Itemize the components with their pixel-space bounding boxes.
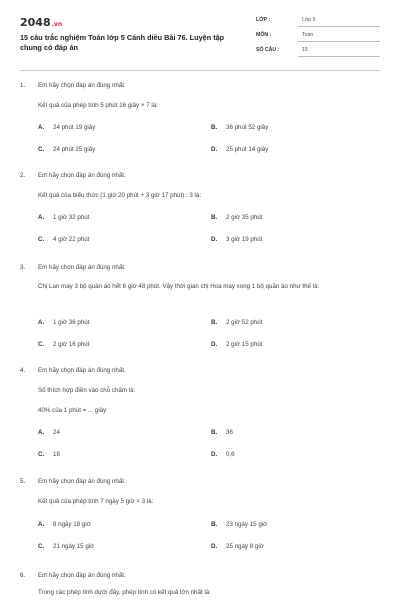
meta-class [256, 16, 380, 27]
option-b[interactable] [211, 124, 268, 131]
meta-subject-label: MÔN : [256, 32, 272, 38]
meta-line [298, 41, 380, 42]
option-text: 24 [53, 429, 60, 436]
option-text: 8 ngày 18 giờ [53, 521, 91, 528]
option-letter: C. [38, 451, 45, 458]
option-text: 2 giờ 52 phút [226, 319, 263, 326]
option-text: 0,6 [226, 451, 235, 458]
site-logo[interactable] [20, 16, 62, 29]
option-letter: C. [38, 236, 45, 243]
question-text: Kết quả của phép tính 7 ngày 5 giờ × 3 là: [38, 498, 154, 505]
option-letter: D. [211, 451, 218, 458]
option-text: 25 ngày 8 giờ [226, 543, 264, 550]
option-d[interactable] [211, 146, 268, 153]
option-text: 24 phút 19 giây [53, 124, 96, 131]
question-number: 3. [20, 264, 26, 271]
option-text: 21 ngày 15 giờ [53, 543, 95, 550]
meta-subject [256, 31, 380, 42]
option-letter: A. [38, 429, 45, 436]
question-text: Số thích hợp điền vào chỗ chấm là: [38, 387, 136, 394]
option-text: 24 phút 25 giây [53, 146, 96, 153]
option-a[interactable] [38, 124, 95, 131]
option-b[interactable] [211, 214, 262, 221]
question-5 [20, 478, 380, 558]
option-text: 36 phút 52 giây [226, 124, 269, 131]
option-text: 1 giờ 32 phút [53, 214, 90, 221]
question-4 [20, 367, 380, 467]
option-letter: B. [211, 429, 218, 436]
option-a[interactable] [38, 521, 91, 528]
option-a[interactable] [38, 319, 89, 326]
question-2 [20, 172, 380, 252]
option-text: 2 giờ 35 phút [226, 214, 263, 221]
option-a[interactable] [38, 429, 60, 436]
option-text: 3 giờ 19 phút [226, 236, 263, 243]
meta-subject-value: Toán [302, 32, 314, 38]
option-c[interactable] [38, 543, 94, 550]
option-letter: B. [211, 319, 218, 326]
logo-text: 2048 [20, 16, 51, 29]
option-text: 1 giờ 36 phút [53, 319, 90, 326]
option-a[interactable] [38, 214, 89, 221]
question-instruction: Em hãy chọn đáp án đúng nhất. [38, 172, 126, 179]
option-b[interactable] [211, 429, 233, 436]
option-letter: D. [211, 341, 218, 348]
question-number: 5. [20, 478, 26, 485]
logo-suffix: .vn [51, 21, 63, 28]
question-instruction: Em hãy chọn đáp án đúng nhất. [38, 264, 126, 271]
option-letter: A. [38, 124, 45, 131]
question-text: Chị Lan may 3 bộ quần áo hết 6 giờ 48 phút. Vậy thời gian chị Hoa may xong 1 bộ quần áo như thế là: [38, 283, 320, 290]
option-text: 25 phút 14 giây [226, 146, 269, 153]
option-letter: D. [211, 236, 218, 243]
meta-count-label: SỐ CÂU : [256, 47, 280, 53]
option-letter: A. [38, 319, 45, 326]
question-instruction: Em hãy chọn đáp án đúng nhất. [38, 572, 126, 579]
meta-count [256, 46, 380, 57]
question-3 [20, 264, 380, 354]
question-instruction: Em hãy chọn đáp án đúng nhất. [38, 82, 126, 89]
option-letter: D. [211, 146, 218, 153]
question-1 [20, 82, 380, 162]
option-c[interactable] [38, 341, 89, 348]
option-letter: C. [38, 543, 45, 550]
question-text: Kết quả của phép tính 5 phút 16 giây × 7 là: [38, 102, 158, 109]
option-letter: C. [38, 341, 45, 348]
option-letter: D. [211, 543, 218, 550]
meta-line [298, 56, 380, 57]
question-number: 6. [20, 572, 26, 579]
option-text: 18 [53, 451, 60, 458]
option-b[interactable] [211, 521, 267, 528]
question-text: Trong các phép tính dưới đây, phép tính có kết quả lớn nhất là: [38, 589, 211, 596]
question-number: 2. [20, 172, 26, 179]
option-c[interactable] [38, 236, 89, 243]
question-number: 4. [20, 367, 26, 374]
meta-line [298, 26, 380, 27]
option-text: 2 giờ 15 phút [226, 341, 263, 348]
meta-class-label: LỚP : [256, 17, 271, 23]
meta-count-value: 15 [302, 47, 308, 53]
option-letter: B. [211, 214, 218, 221]
header-divider [20, 70, 380, 71]
option-b[interactable] [211, 319, 262, 326]
question-instruction: Em hãy chọn đáp án đúng nhất. [38, 367, 126, 374]
option-letter: C. [38, 146, 45, 153]
question-instruction: Em hãy chọn đáp án đúng nhất. [38, 478, 126, 485]
meta-class-value: Lớp 5 [302, 17, 316, 23]
question-6 [20, 572, 380, 600]
option-letter: A. [38, 214, 45, 221]
option-d[interactable] [211, 236, 262, 243]
document-title: 15 câu trắc nghiệm Toán lớp 5 Cánh diều Bài 76. Luyện tập chung có đáp án [20, 33, 225, 52]
option-text: 36 [226, 429, 233, 436]
question-text-secondary: 40% của 1 phút = ... giây [38, 407, 107, 414]
option-text: 2 giờ 16 phút [53, 341, 90, 348]
option-c[interactable] [38, 146, 95, 153]
option-letter: A. [38, 521, 45, 528]
option-letter: B. [211, 521, 218, 528]
question-text: Kết quả của biểu thức (1 giờ 20 phút + 3 giờ 17 phút) : 3 là: [38, 192, 202, 199]
option-text: 23 ngày 15 giờ [226, 521, 268, 528]
option-d[interactable] [211, 341, 262, 348]
document-header [20, 16, 380, 62]
option-d[interactable] [211, 543, 264, 550]
option-text: 4 giờ 22 phút [53, 236, 90, 243]
option-c[interactable] [38, 451, 60, 458]
option-letter: B. [211, 124, 218, 131]
question-number: 1. [20, 82, 26, 89]
option-d[interactable] [211, 451, 235, 458]
